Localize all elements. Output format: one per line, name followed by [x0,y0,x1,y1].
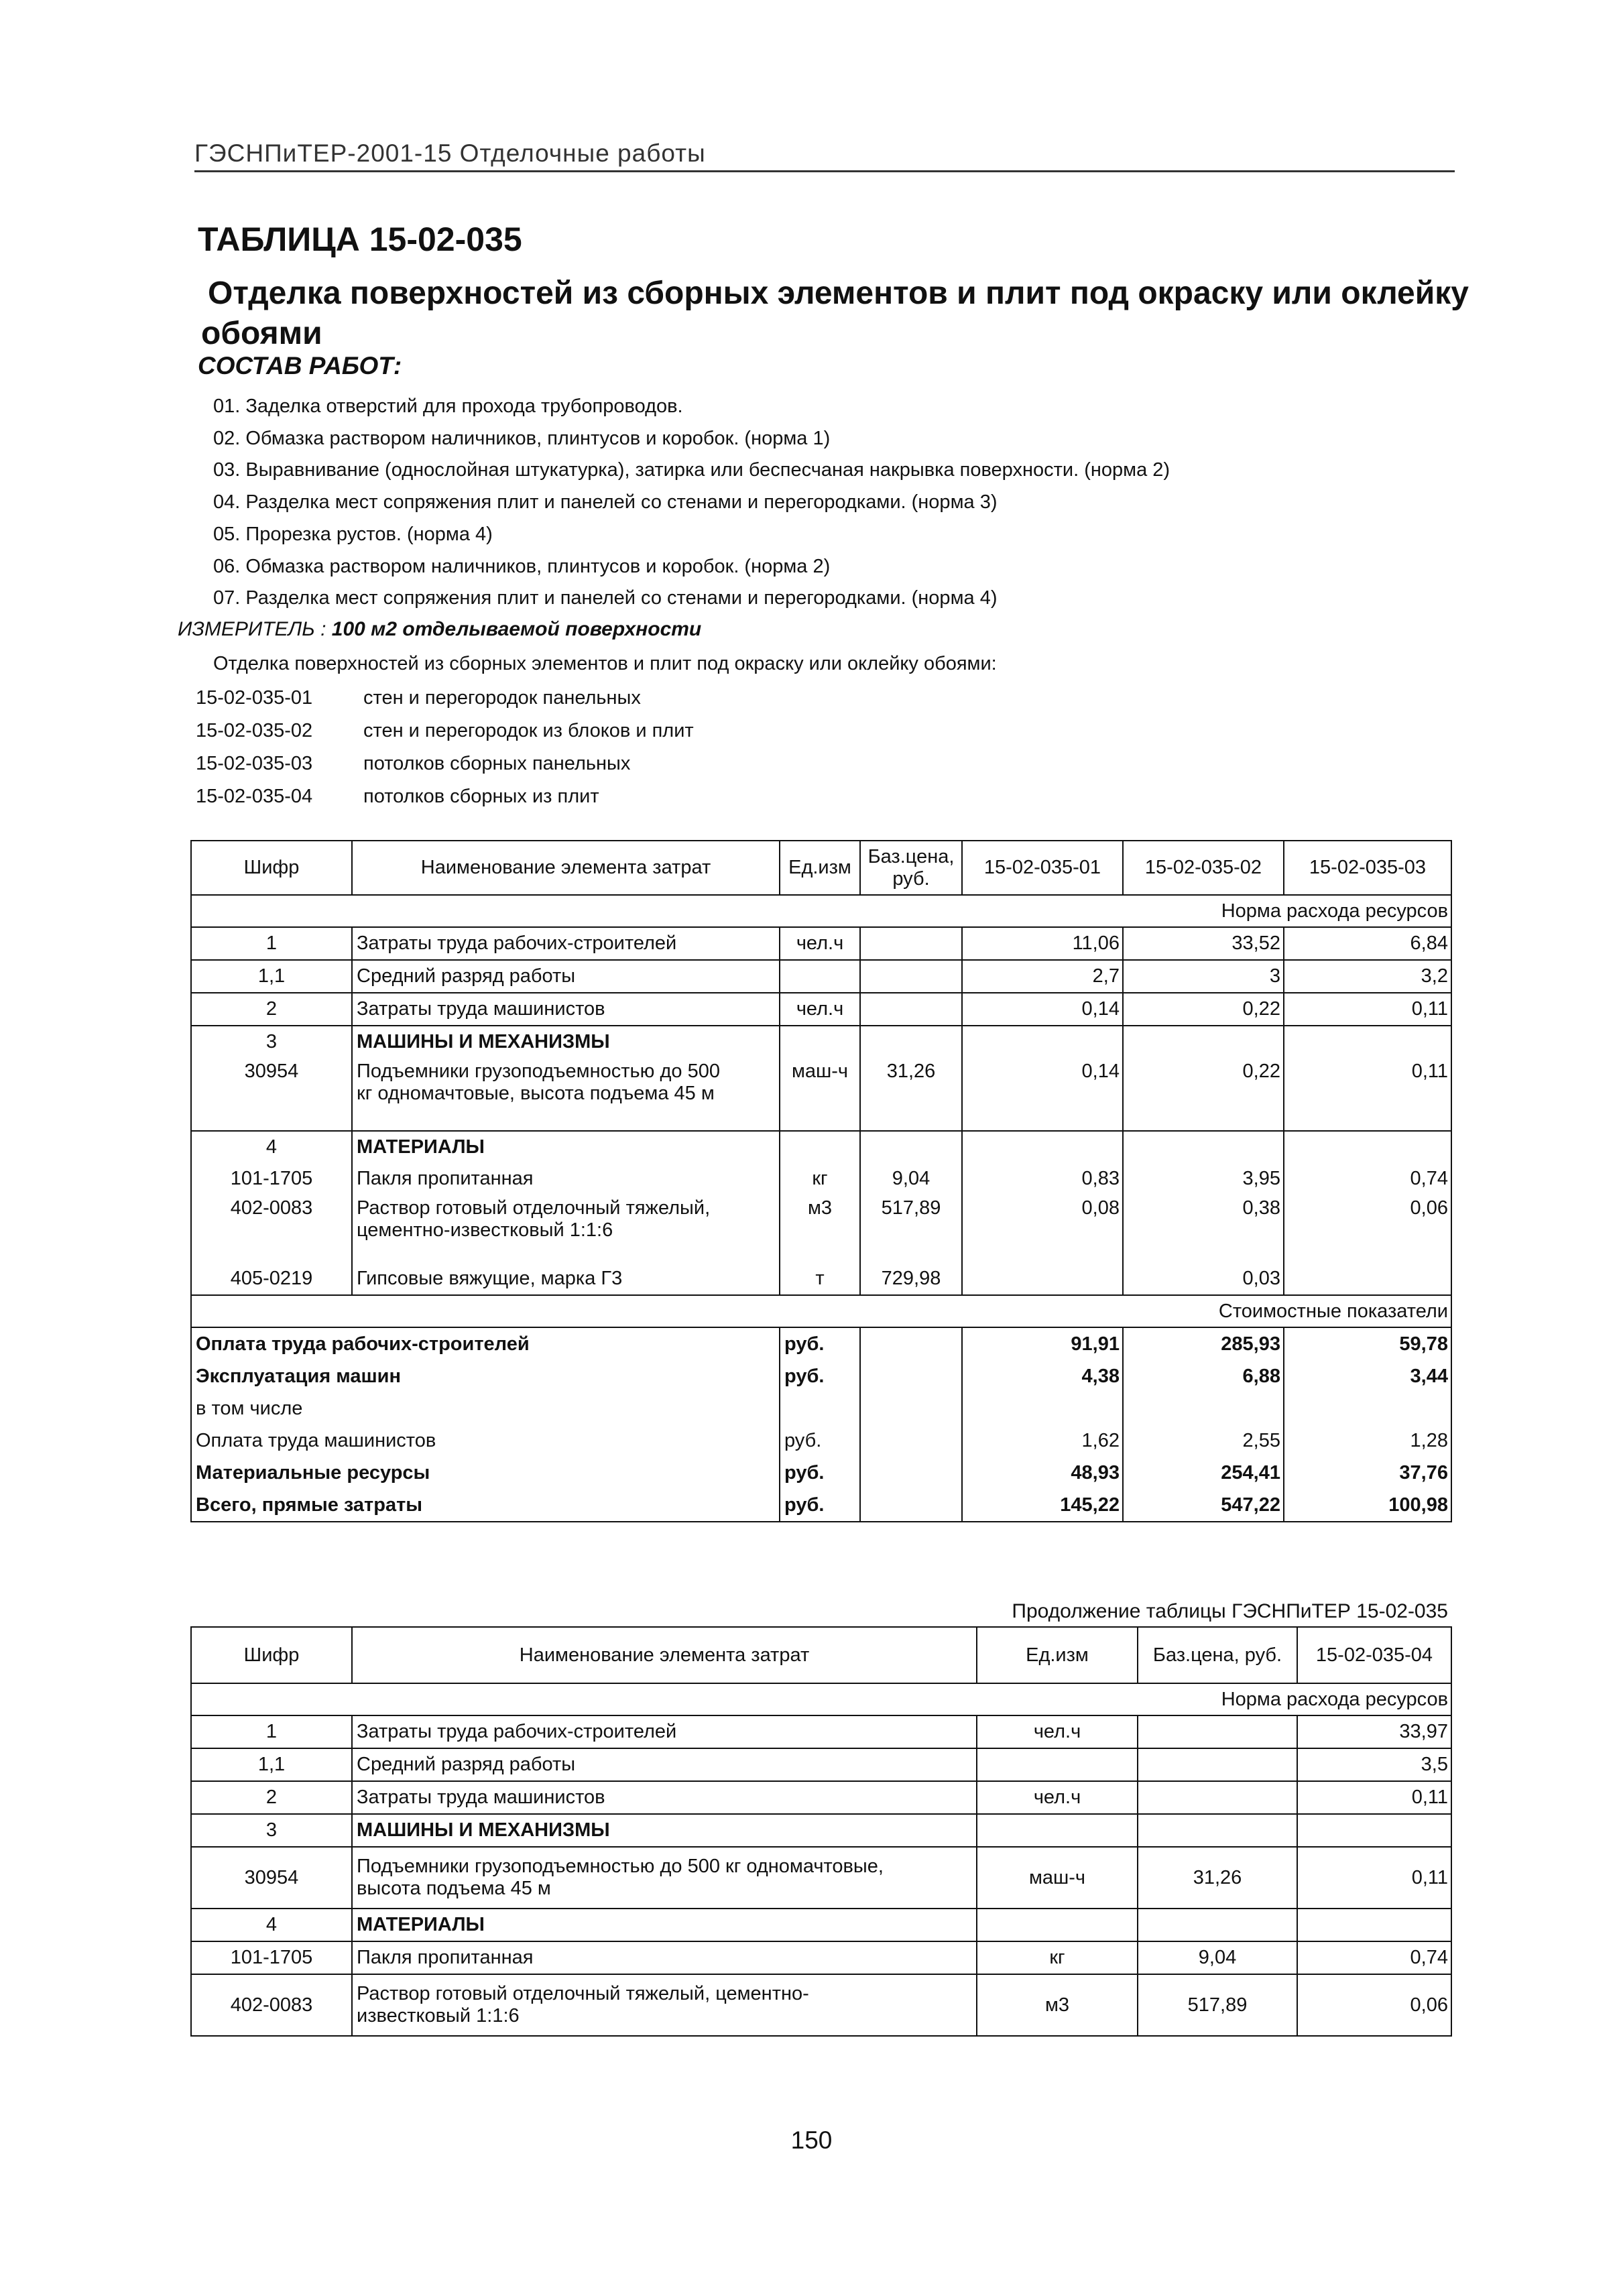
resource-table-1 [190,840,1452,1522]
cell-value-4: 0,06 [1297,1974,1451,2036]
cell-name-line-1: Подъемники грузоподъемностью до 500 кг одномачтовые, [357,1856,884,1877]
cell-price [1138,1748,1297,1781]
norm-code: 15-02-035-03 [196,753,313,774]
table-title: ТАБЛИЦА 15-02-035 [198,221,522,258]
cell-name: Затраты труда рабочих-строителей [352,927,780,960]
cell-empty [1297,1814,1451,1847]
cost-unit [780,1392,860,1425]
table-row [191,1909,1451,1941]
cell-unit: кг [977,1941,1138,1974]
table-row [191,1026,1451,1058]
cost-value-3: 1,28 [1284,1425,1451,1457]
running-head: ГЭСНПиТЕР-2001-15 Отделочные работы [194,139,1455,172]
cell-value-4: 0,11 [1297,1847,1451,1909]
cell-code: 2 [191,1781,352,1814]
cost-unit: руб. [780,1489,860,1522]
norms-subtitle: Отделка поверхностей из сборных элементов и плит под окраску или оклейку обоями: [213,653,997,674]
cell-price [1138,1781,1297,1814]
cell-code: 1 [191,927,352,960]
table-row [191,1163,1451,1195]
cell-price: 9,04 [860,1163,962,1195]
table-row [191,1715,1451,1748]
cost-value-3: 100,98 [1284,1489,1451,1522]
cell-price [860,960,962,993]
cell-value-1: 0,14 [962,993,1123,1026]
header-price-line-2: руб. [892,867,930,890]
cell-empty [860,1327,962,1360]
section-title-line-1: Отделка поверхностей из сборных элементов и плит под окраску или оклейку [208,276,1469,311]
cell-name-line-2: высота подъема 45 м [357,1878,551,1899]
cell-name: Затраты труда машинистов [352,993,780,1026]
norm-code: 15-02-035-01 [196,687,313,709]
table-row [191,1131,1451,1163]
cell-name: Гипсовые вяжущие, марка Г3 [352,1263,780,1295]
norm-list [196,682,694,813]
cell-name: Затраты труда машинистов [352,1781,977,1814]
table-row [191,1195,1451,1263]
cell-value-4: 0,11 [1297,1781,1451,1814]
cell-code: 1 [191,1715,352,1748]
header-shifr: Шифр [191,841,352,895]
page-number: 150 [790,2126,833,2154]
cell-group-title: МАТЕРИАЛЫ [352,1909,977,1941]
cell-value-4: 33,97 [1297,1715,1451,1748]
cell-group-title: МАШИНЫ И МЕХАНИЗМЫ [352,1814,977,1847]
table-row [191,1781,1451,1814]
cell-empty [1138,1814,1297,1847]
cost-value-3: 59,78 [1284,1327,1451,1360]
work-item: 07. Разделка мест сопряжения плит и панелей со стенами и перегородками. (норма 4) [213,587,998,609]
table-row [191,960,1451,993]
cell-value-3: 0,74 [1284,1163,1451,1195]
header-price: Баз.цена, руб. [1138,1627,1297,1683]
cell-unit: чел.ч [977,1715,1138,1748]
header-unit: Ед.изм [977,1627,1138,1683]
cell-unit [977,1748,1138,1781]
cell-value-3: 3,2 [1284,960,1451,993]
band-cost: Стоимостные показатели [191,1295,1451,1327]
cell-name-line-1: Подъемники грузоподъемностью до 500 [357,1061,720,1082]
cell-unit: чел.ч [780,993,860,1026]
table-row [191,1847,1451,1909]
cost-label: в том числе [191,1392,780,1425]
cell-name: Средний разряд работы [352,1748,977,1781]
cost-value-2 [1123,1392,1284,1425]
cell-value-2: 3 [1123,960,1284,993]
cell-value-4: 0,74 [1297,1941,1451,1974]
continuation-note: Продолжение таблицы ГЭСНПиТЕР 15-02-035 [1012,1600,1448,1622]
cell-name [352,1847,977,1909]
cell-empty [1297,1909,1451,1941]
cell-empty [1123,1026,1284,1058]
cell-value-2: 33,52 [1123,927,1284,960]
cell-empty [977,1814,1138,1847]
cost-value-2: 285,93 [1123,1327,1284,1360]
header-norm-3: 15-02-035-03 [1284,841,1451,895]
cell-name: Пакля пропитанная [352,1163,780,1195]
meter-line [178,618,701,641]
cell-value-2: 0,03 [1123,1263,1284,1295]
cost-row [191,1489,1451,1522]
cell-empty [1284,1131,1451,1163]
cell-unit: маш-ч [977,1847,1138,1909]
cost-value-3: 37,76 [1284,1457,1451,1489]
header-norm-2: 15-02-035-02 [1123,841,1284,895]
norm-row [196,682,694,715]
work-list [213,391,1170,615]
cell-code: 1,1 [191,1748,352,1781]
cell-price: 9,04 [1138,1941,1297,1974]
cell-empty [860,1131,962,1163]
cell-code: 402-0083 [191,1974,352,2036]
cell-name: Затраты труда рабочих-строителей [352,1715,977,1748]
work-item: 04. Разделка мест сопряжения плит и панелей со стенами и перегородками. (норма 3) [213,491,998,513]
cell-value-1: 2,7 [962,960,1123,993]
cell-group-title: МАТЕРИАЛЫ [352,1131,780,1163]
cell-empty [962,1026,1123,1058]
header-shifr: Шифр [191,1627,352,1683]
cell-price [1138,1715,1297,1748]
cell-value-3: 0,06 [1284,1195,1451,1263]
cell-value-1 [962,1263,1123,1295]
norm-row [196,747,694,780]
cell-name [352,1974,977,2036]
cell-empty [1284,1026,1451,1058]
norm-text: потолков сборных из плит [363,786,599,807]
cost-value-3 [1284,1392,1451,1425]
cell-empty [860,1026,962,1058]
cell-value-2: 0,38 [1123,1195,1284,1263]
resource-table-2 [190,1626,1452,2037]
cell-value-1: 0,83 [962,1163,1123,1195]
cost-row [191,1425,1451,1457]
cost-value-1 [962,1392,1123,1425]
cost-value-1: 145,22 [962,1489,1123,1522]
cell-empty [860,1489,962,1522]
cell-code: 3 [191,1814,352,1847]
cost-label: Материальные ресурсы [191,1457,780,1489]
cell-empty [1123,1131,1284,1163]
header-name: Наименование элемента затрат [352,841,780,895]
band-row [191,1683,1451,1715]
cost-value-2: 254,41 [1123,1457,1284,1489]
cell-name-line-2: кг одномачтовые, высота подъема 45 м [357,1083,715,1104]
norm-code: 15-02-035-02 [196,720,313,741]
table-row [191,993,1451,1026]
norm-text: потолков сборных панельных [363,753,631,774]
norm-text: стен и перегородок панельных [363,687,641,709]
cell-name-line-2: цементно-известковый 1:1:6 [357,1219,613,1241]
cost-unit: руб. [780,1360,860,1392]
cost-row [191,1360,1451,1392]
cell-empty [860,1392,962,1425]
table-row [191,1263,1451,1295]
cost-label: Эксплуатация машин [191,1360,780,1392]
cell-value-3 [1284,1263,1451,1295]
cell-value-3: 0,11 [1284,993,1451,1026]
cell-value-2: 0,22 [1123,993,1284,1026]
cell-price: 517,89 [1138,1974,1297,2036]
cell-unit: м3 [977,1974,1138,2036]
table-row [191,1941,1451,1974]
cost-value-1: 91,91 [962,1327,1123,1360]
work-item: 06. Обмазка раствором наличников, плинтусов и коробок. (норма 2) [213,555,831,577]
cost-unit: руб. [780,1457,860,1489]
cost-label: Оплата труда рабочих-строителей [191,1327,780,1360]
work-item: 05. Прорезка рустов. (норма 4) [213,523,493,545]
table-row [191,1974,1451,2036]
header-unit: Ед.изм [780,841,860,895]
cell-name-line-1: Раствор готовый отделочный тяжелый, [357,1197,711,1219]
table-row [191,1058,1451,1131]
cell-empty [780,1131,860,1163]
cell-empty [977,1909,1138,1941]
cell-code: 405-0219 [191,1263,352,1295]
cost-row [191,1457,1451,1489]
header-name: Наименование элемента затрат [352,1627,977,1683]
cell-name-line-2: известковый 1:1:6 [357,2005,520,2027]
cell-code: 4 [191,1131,352,1163]
cell-value-4: 3,5 [1297,1748,1451,1781]
work-item: 02. Обмазка раствором наличников, плинтусов и коробок. (норма 1) [213,427,831,449]
cell-price: 729,98 [860,1263,962,1295]
cost-value-3: 3,44 [1284,1360,1451,1392]
cell-value-2: 3,95 [1123,1163,1284,1195]
cell-empty [860,1457,962,1489]
cost-value-1: 48,93 [962,1457,1123,1489]
cell-value-1: 0,08 [962,1195,1123,1263]
cell-unit [780,960,860,993]
cell-code: 30954 [191,1058,352,1131]
cost-row [191,1327,1451,1360]
cell-price [860,927,962,960]
table-header-row [191,1627,1451,1683]
cell-name: Средний разряд работы [352,960,780,993]
cell-code: 3 [191,1026,352,1058]
norm-text: стен и перегородок из блоков и плит [363,720,694,741]
cell-name: Пакля пропитанная [352,1941,977,1974]
cost-value-1: 4,38 [962,1360,1123,1392]
table-header-row [191,841,1451,895]
cell-price: 31,26 [1138,1847,1297,1909]
band-norm: Норма расхода ресурсов [191,895,1451,927]
work-item: 03. Выравнивание (однослойная штукатурка), затирка или беспесчаная накрывка поверхности. (норма 2) [213,459,1170,481]
cell-value-3: 6,84 [1284,927,1451,960]
band-row [191,1295,1451,1327]
cell-name [352,1058,780,1131]
cost-unit: руб. [780,1425,860,1457]
cell-price [860,993,962,1026]
cell-unit: кг [780,1163,860,1195]
work-item: 01. Заделка отверстий для прохода трубопроводов. [213,396,683,417]
cell-unit: маш-ч [780,1058,860,1131]
table-row [191,1748,1451,1781]
sostav-label: СОСТАВ РАБОТ: [198,352,402,379]
cell-code: 1,1 [191,960,352,993]
section-title [201,274,1482,354]
cell-empty [860,1360,962,1392]
header-price [860,841,962,895]
cell-group-title: МАШИНЫ И МЕХАНИЗМЫ [352,1026,780,1058]
cell-name-line-1: Раствор готовый отделочный тяжелый, цементно- [357,1983,809,2004]
table-row [191,1814,1451,1847]
cell-code: 30954 [191,1847,352,1909]
cost-row [191,1392,1451,1425]
cell-value-1: 0,14 [962,1058,1123,1131]
norm-code: 15-02-035-04 [196,786,313,807]
cell-code: 4 [191,1909,352,1941]
cost-value-1: 1,62 [962,1425,1123,1457]
header-norm-4: 15-02-035-04 [1297,1627,1451,1683]
cell-price: 31,26 [860,1058,962,1131]
cost-value-2: 2,55 [1123,1425,1284,1457]
cell-empty [962,1131,1123,1163]
cost-unit: руб. [780,1327,860,1360]
cell-unit: чел.ч [780,927,860,960]
cell-value-2: 0,22 [1123,1058,1284,1131]
cell-name [352,1195,780,1263]
header-norm-1: 15-02-035-01 [962,841,1123,895]
cell-code: 402-0083 [191,1195,352,1263]
cost-label: Всего, прямые затраты [191,1489,780,1522]
cell-unit: м3 [780,1195,860,1263]
cell-empty [1138,1909,1297,1941]
header-price-line-1: Баз.цена, [867,845,955,867]
table-row [191,927,1451,960]
cell-value-3: 0,11 [1284,1058,1451,1131]
cost-value-2: 6,88 [1123,1360,1284,1392]
cell-code: 101-1705 [191,1163,352,1195]
norm-row [196,780,694,813]
cell-unit: чел.ч [977,1781,1138,1814]
cell-unit: т [780,1263,860,1295]
cell-empty [780,1026,860,1058]
cost-value-2: 547,22 [1123,1489,1284,1522]
cell-value-1: 11,06 [962,927,1123,960]
cell-empty [860,1425,962,1457]
band-norm: Норма расхода ресурсов [191,1683,1451,1715]
cell-code: 2 [191,993,352,1026]
band-row [191,895,1451,927]
section-title-line-2: обоями [201,316,322,351]
meter-label: ИЗМЕРИТЕЛЬ : [178,618,326,640]
cell-code: 101-1705 [191,1941,352,1974]
meter-value: 100 м2 отделываемой поверхности [331,618,702,640]
cost-label: Оплата труда машинистов [191,1425,780,1457]
norm-row [196,715,694,747]
cell-price: 517,89 [860,1195,962,1263]
